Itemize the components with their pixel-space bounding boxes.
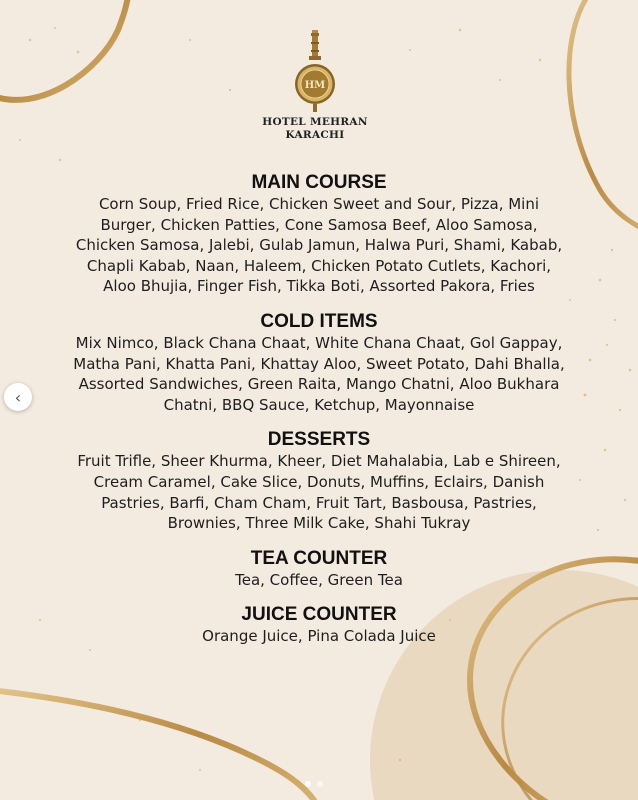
carousel-prev-button[interactable]: [4, 383, 32, 411]
item-line: Burger, Chicken Patties, Cone Samosa Beef, Aloo Samosa,: [100, 215, 538, 234]
item-line: Assorted Sandwiches, Green Raita, Mango Chatni, Aloo Bukhara: [78, 375, 560, 394]
section-juice-counter: [40, 604, 598, 647]
item-line: Brownies, Three Milk Cake, Shahi Tukray: [167, 514, 471, 533]
chevron-left-icon: ‹: [14, 387, 22, 407]
item-line: Mix Nimco, Black Chana Chaat, White Chana Chaat, Gol Gappay,: [75, 333, 563, 352]
item-line: Matha Pani, Khatta Pani, Khattay Aloo, Sweet Potato, Dahi Bhalla,: [73, 354, 565, 373]
carousel-dots: [305, 781, 323, 787]
section-items: [40, 451, 598, 533]
section-cold-items: [40, 311, 598, 415]
item-line: Aloo Bhujia, Finger Fish, Tikka Boti, Assorted Pakora, Fries: [103, 277, 535, 296]
section-title: MAIN COURSE: [251, 172, 387, 193]
item-line: Cream Caramel, Cake Slice, Donuts, Muffins, Eclairs, Danish: [93, 472, 545, 491]
section-title: TEA COUNTER: [250, 547, 388, 569]
carousel-dot-2[interactable]: [317, 781, 323, 787]
item-line: Chatni, BBQ Sauce, Ketchup, Mayonnaise: [163, 395, 475, 414]
item-line: Chicken Samosa, Jalebi, Gulab Jamun, Halwa Puri, Shami, Kabab,: [75, 236, 563, 255]
hotel-mehran-emblem-icon: [293, 30, 337, 116]
hotel-name: HOTEL MEHRAN: [262, 116, 368, 128]
section-items: [40, 570, 598, 591]
item-line: Chapli Kabab, Naan, Haleem, Chicken Potato Cutlets, Kachori,: [86, 256, 552, 275]
hotel-city: KARACHI: [285, 129, 345, 141]
item-line: Orange Juice, Pina Colada Juice: [202, 627, 436, 646]
section-title: JUICE COUNTER: [241, 604, 397, 626]
section-desserts: [40, 429, 598, 533]
logo-monogram: HM: [304, 80, 326, 91]
gold-swirl-bottom-left: [0, 690, 320, 800]
section-main-course: [40, 172, 598, 297]
item-line: Fruit Trifle, Sheer Khurma, Kheer, Diet Mahalabia, Lab e Shireen,: [77, 452, 561, 471]
section-items: [40, 194, 598, 297]
section-title: COLD ITEMS: [260, 310, 378, 332]
gold-swirl-top-left: [0, 0, 129, 100]
item-line: Pastries, Barfi, Cham Cham, Fruit Tart, Basbousa, Pastries,: [101, 493, 537, 512]
carousel-dot-1[interactable]: [305, 781, 311, 787]
section-title: DESSERTS: [267, 429, 371, 451]
item-line: Tea, Coffee, Green Tea: [235, 570, 403, 589]
section-items: [40, 333, 598, 415]
section-tea-counter: [40, 548, 598, 591]
section-items: [40, 626, 598, 647]
menu-content: [40, 172, 598, 661]
item-line: Corn Soup, Fried Rice, Chicken Sweet and Sour, Pizza, Mini: [98, 195, 540, 213]
hotel-logo: [260, 30, 370, 142]
